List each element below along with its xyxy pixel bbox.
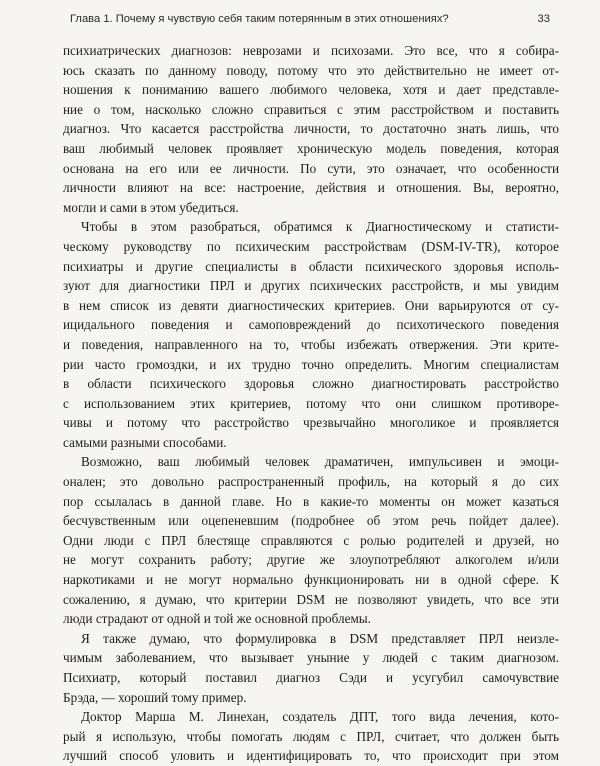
text-line: бесчувственным или оцепеневшим (подробнее об этом речь пойдет далее).	[63, 513, 559, 529]
text-line: чивы и потому что расстройство чрезвычайно многоликое и проявляется	[63, 415, 559, 431]
text-line: сожалению, я думаю, что критерии DSM не позволяют увидеть, что все эти	[63, 591, 559, 607]
text-line: зуют для диагностики ПРЛ и других психических расстройств, и мы увидим	[63, 278, 559, 294]
text-line: Психиатр, который поставил диагноз Сэди и усугубил самочувствие	[63, 670, 559, 685]
text-line: в нем список из девяти диагностических критериев. Они варьируются от су-	[63, 297, 559, 313]
text-line: ваш любимый человек проявляет хроническую модель поведения, которая	[63, 140, 559, 156]
text-line: личности влияют на все: настроение, действия и отношения. Вы, вероятно,	[63, 180, 559, 196]
text-line: ношения к пониманию вашего любимого человека, хотя и дает представле-	[63, 82, 559, 98]
paragraph-2	[63, 217, 559, 452]
text-line: Возможно, ваш любимый человек драматичен, импульсивен и эмоци-	[81, 454, 559, 470]
running-header	[70, 9, 550, 29]
text-line: рый я использую, чтобы помогать людям с ПРЛ, считает, что должен быть	[63, 728, 559, 744]
text-line: и поведения, направленного на то, чтобы избежать отвержения. Эти крите-	[63, 336, 559, 352]
text-line: ицидального поведения и самоповреждений до психотического поведения	[63, 317, 559, 333]
text-line: с использованием этих критериев, потому что они слишком противоре-	[63, 395, 559, 411]
text-line: психиатрических диагнозов: неврозами и психозами. Это все, что я собира-	[63, 43, 559, 58]
text-line: в области психического здоровья сложно диагностировать расстройство	[63, 376, 559, 392]
text-line: рии часто громоздки, и их трудно точно определить. Многим специалистам	[63, 356, 559, 372]
text-line: Брэда, — хороший тому пример.	[63, 689, 247, 705]
text-line: диагноз. Что касается расстройства личности, то достаточно знать лишь, что	[63, 121, 559, 137]
text-line: наркотиками и не могут нормально функционировать ни в одной сфере. К	[63, 572, 559, 588]
text-line: ческому руководству по психическим расстройствам (DSM-IV-TR), которое	[63, 238, 559, 254]
text-line: психиатры и другие специалисты в области психического здоровья исполь-	[63, 258, 559, 274]
text-line: могли и сами в этом убедиться.	[63, 199, 239, 215]
paragraph-4	[63, 629, 559, 707]
text-line: онален; это довольно распространенный профиль, на который я до сих	[63, 474, 559, 490]
text-line: люди страдают от одной и той же основной проблемы.	[63, 611, 371, 627]
paragraph-1	[63, 41, 559, 217]
paragraph-5	[63, 707, 559, 766]
text-line: основана на его или ее личности. По сути, это означает, что особенности	[63, 160, 559, 176]
text-line: Я также думаю, что формулировка в DSM представляет ПРЛ неизле-	[81, 630, 559, 646]
text-line: пор ссылалась в данной главе. Но в какие-то моменты он может казаться	[63, 493, 559, 509]
text-line: ние о том, насколько сложно справиться с этим расстройством и поставить	[63, 101, 559, 117]
chapter-title: Глава 1. Почему я чувствую себя таким потерянным в этих отношениях?	[70, 13, 449, 25]
text-line: не могут сохранить работу; другие же злоупотребляют алкоголем и/или	[63, 552, 559, 568]
text-line: чимым заболеванием, что вызывает уныние у людей с таким диагнозом.	[63, 650, 559, 666]
text-line: лучший способ уловить и идентифицировать то, что происходит при этом	[63, 748, 559, 764]
body-text	[63, 41, 559, 766]
text-line: юсь сказать по данному поводу, потому что это действительно не имеет от-	[63, 62, 559, 78]
text-line: Чтобы в этом разобраться, обратимся к Диагностическому и статисти-	[81, 219, 559, 235]
text-line: Доктор Марша М. Линехан, создатель ДПТ, того вида лечения, кото-	[81, 709, 559, 725]
paragraph-3	[63, 452, 559, 628]
page-number: 33	[537, 13, 550, 25]
text-line: самыми разными способами.	[63, 434, 227, 450]
text-line: Одни люди с ПРЛ блестяще справляются с ролью родителей и друзей, но	[63, 532, 559, 548]
